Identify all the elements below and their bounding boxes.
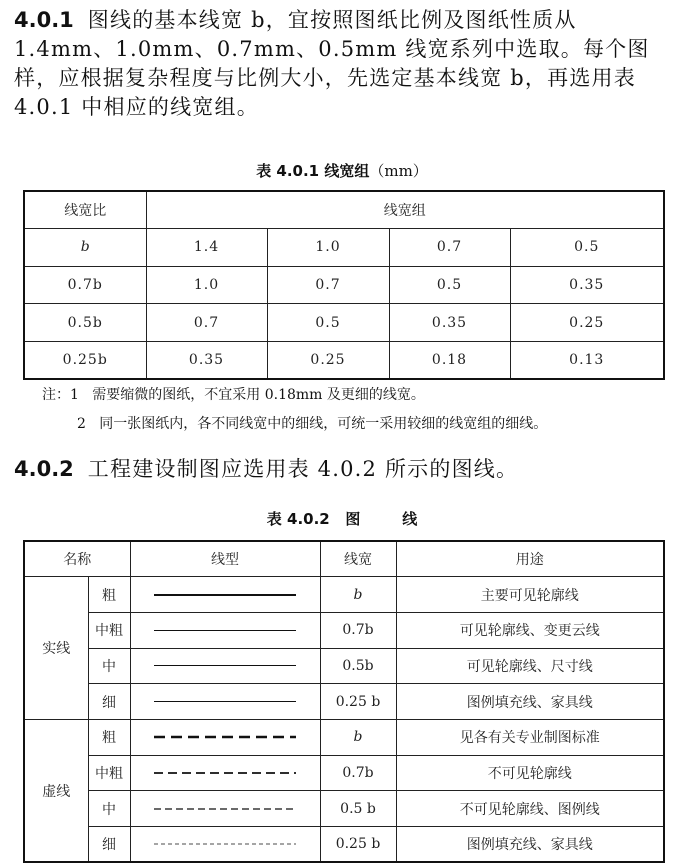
value-cell: 1.0: [146, 266, 267, 304]
section-number: 4.0.2: [14, 457, 74, 481]
dashed-medium-thick-line: [154, 770, 296, 776]
line-sample-cell: [130, 577, 320, 613]
width-cell: 0.7b: [320, 755, 396, 791]
table-4-0-2-caption: 表 4.0.2 图 线: [266, 510, 418, 528]
use-cell: 主要可见轮廓线: [396, 577, 664, 613]
table-row: [24, 612, 664, 648]
line-sample-cell: [130, 612, 320, 648]
table-row: [24, 719, 664, 755]
solid-label: 实线: [24, 577, 88, 720]
header-use: 用途: [396, 541, 664, 577]
value-cell: 0.25: [267, 341, 389, 379]
sub-label: 粗: [88, 719, 130, 755]
header-ratio: 线宽比: [24, 191, 146, 229]
line-type-table: [23, 540, 665, 863]
value-cell: 0.5: [510, 229, 664, 267]
dashed-thick-line: [154, 734, 296, 740]
note-2: 2 同一张图纸内，各不同线宽中的细线，可统一采用较细的线宽组的细线。: [77, 416, 548, 432]
width-cell: b: [320, 719, 396, 755]
table-row: [24, 684, 664, 720]
dashed-label: 虚线: [24, 719, 88, 862]
note-1: 注：1 需要缩微的图纸，不宜采用 0.18mm 及更细的线宽。: [42, 387, 425, 403]
section-4-0-2: 4.0.2 工程建设制图应选用表 4.0.2 所示的图线。: [14, 457, 519, 481]
sub-label: 细: [88, 827, 130, 863]
header-type: 线型: [130, 541, 320, 577]
sub-label: 细: [88, 684, 130, 720]
sub-label: 粗: [88, 577, 130, 613]
value-cell: 0.5: [267, 304, 389, 342]
use-cell: 图例填充线、家具线: [396, 827, 664, 863]
table-row: [24, 648, 664, 684]
table-row: [24, 229, 664, 267]
width-cell: 0.5b: [320, 648, 396, 684]
section-4-0-1-line1: 4.0.1 图线的基本线宽 b，宜按照图纸比例及图纸性质从: [14, 8, 577, 32]
value-cell: 0.5: [389, 266, 510, 304]
sub-label: 中: [88, 791, 130, 827]
width-cell: b: [320, 577, 396, 613]
table-row: [24, 577, 664, 613]
line-sample-cell: [130, 791, 320, 827]
width-cell: 0.25 b: [320, 684, 396, 720]
ratio-cell: 0.25b: [24, 341, 146, 379]
value-cell: 1.0: [267, 229, 389, 267]
width-cell: 0.25 b: [320, 827, 396, 863]
use-cell: 可见轮廓线、尺寸线: [396, 648, 664, 684]
use-cell: 图例填充线、家具线: [396, 684, 664, 720]
solid-medium-line: [154, 665, 296, 666]
ratio-cell: 0.5b: [24, 304, 146, 342]
ratio-cell: 0.7b: [24, 266, 146, 304]
section-4-0-1: [14, 6, 674, 122]
table-row: [24, 791, 664, 827]
value-cell: 1.4: [146, 229, 267, 267]
line-sample-cell: [130, 719, 320, 755]
value-cell: 0.18: [389, 341, 510, 379]
sub-label: 中粗: [88, 612, 130, 648]
dashed-thin-line: [154, 841, 296, 847]
section-4-0-1-line2: 1.4mm、1.0mm、0.7mm、0.5mm 线宽系列中选取。每个图: [14, 37, 650, 61]
header-width: 线宽: [320, 541, 396, 577]
table-header-row: [24, 541, 664, 577]
value-cell: 0.35: [389, 304, 510, 342]
line-sample-cell: [130, 755, 320, 791]
header-group: 线宽组: [146, 191, 664, 229]
table-4-0-1-caption: 表 4.0.1 线宽组（mm）: [256, 162, 428, 180]
table-row: [24, 755, 664, 791]
use-cell: 可见轮廓线、变更云线: [396, 612, 664, 648]
section-4-0-1-line3: 样，应根据复杂程度与比例大小，先选定基本线宽 b，再选用表: [14, 66, 636, 90]
value-cell: 0.35: [146, 341, 267, 379]
table-row: [24, 827, 664, 863]
table-header-row: [24, 191, 664, 229]
use-cell: 不可见轮廓线: [396, 755, 664, 791]
solid-thin-line: [154, 701, 296, 702]
sub-label: 中粗: [88, 755, 130, 791]
note-label: 注：: [42, 387, 70, 403]
solid-medium-thick-line: [154, 630, 296, 631]
table-row: [24, 304, 664, 342]
section-4-0-1-line4: 4.0.1 中相应的线宽组。: [14, 95, 259, 119]
value-cell: 0.13: [510, 341, 664, 379]
use-cell: 见各有关专业制图标准: [396, 719, 664, 755]
value-cell: 0.25: [510, 304, 664, 342]
width-cell: 0.7b: [320, 612, 396, 648]
line-sample-cell: [130, 684, 320, 720]
table-row: [24, 266, 664, 304]
line-sample-cell: [130, 827, 320, 863]
header-name: 名称: [24, 541, 130, 577]
ratio-cell: b: [24, 229, 146, 267]
section-number: 4.0.1: [14, 8, 74, 32]
use-cell: 不可见轮廓线、图例线: [396, 791, 664, 827]
sub-label: 中: [88, 648, 130, 684]
dashed-medium-line: [154, 806, 296, 812]
value-cell: 0.7: [146, 304, 267, 342]
width-cell: 0.5 b: [320, 791, 396, 827]
line-sample-cell: [130, 648, 320, 684]
value-cell: 0.35: [510, 266, 664, 304]
line-width-group-table: [23, 190, 665, 380]
solid-thick-line: [154, 594, 296, 596]
value-cell: 0.7: [267, 266, 389, 304]
table-row: [24, 341, 664, 379]
value-cell: 0.7: [389, 229, 510, 267]
